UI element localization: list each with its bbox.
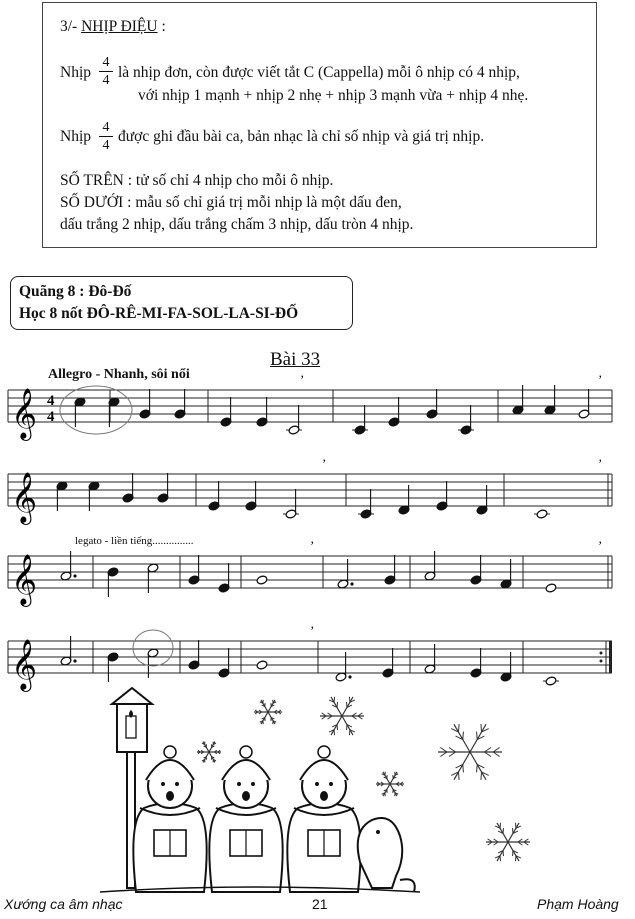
snowflake-icon (438, 724, 502, 780)
breath-mark: ’ (598, 372, 603, 387)
time-signature-bottom: 4 (47, 409, 55, 425)
caroler-middle-hat (222, 760, 270, 780)
caroler-right-pompom (318, 746, 330, 758)
caroler-middle-mouth (242, 791, 250, 801)
tempo-marking: Allegro - Nhanh, sôi nổi (48, 367, 190, 382)
lesson-title: Bài 33 (270, 349, 321, 370)
caroler-right-eye (315, 782, 319, 786)
breath-mark: ’ (310, 623, 315, 638)
caroler-left-hat (146, 760, 194, 780)
theory-line2: với nhịp 1 mạnh + nhịp 2 nhẹ + nhịp 3 mạnh vừa + nhịp 4 nhẹ. (138, 87, 529, 104)
footer-author: Phạm Hoàng (537, 896, 619, 912)
theory-line4: SỐ TRÊN : tử số chỉ 4 nhịp cho mỗi ô nhịp. (60, 172, 334, 189)
caroler-right-hat (300, 760, 348, 780)
theory-line1: là nhịp đơn, còn được viết tắt C (Cappella) mỗi ô nhịp có 4 nhịp, (118, 64, 520, 81)
caroler-left-eye (175, 782, 179, 786)
caroler-left-mouth (166, 791, 174, 801)
caroler-left-pompom (164, 746, 176, 758)
time-fraction-1: 4 4 (99, 55, 113, 88)
snowflake-icon (254, 700, 282, 724)
caroler-right-eye (329, 782, 333, 786)
time-fraction-2: 4 4 (99, 120, 113, 153)
footer-page-number: 21 (312, 896, 328, 912)
octave-line1: Quãng 8 : Đô-Đố (19, 283, 132, 300)
legato-marking: legato - liền tiếng............... (75, 535, 194, 547)
caroler-right-mouth (320, 791, 328, 801)
caroler-middle-eye (251, 782, 255, 786)
theory-line3-prefix: Nhịp (60, 128, 91, 145)
time-signature-top: 4 (47, 393, 55, 409)
dog-body (358, 818, 403, 888)
lamp-roof (112, 688, 152, 704)
snowflake-icon (486, 823, 530, 861)
theory-heading: 3/- NHỊP ĐIỆU : (60, 18, 166, 35)
treble-clef-icon: 𝄞 (11, 554, 38, 605)
snowflake-icon (197, 742, 221, 763)
theory-line6: dấu trắng 2 nhịp, dấu trắng chấm 3 nhịp, dấu tròn 4 nhịp. (60, 216, 414, 233)
caroler-middle-pompom (240, 746, 252, 758)
breath-mark: ’ (598, 538, 603, 553)
lamp-candle-icon (126, 716, 136, 738)
caroler-middle-eye (237, 782, 241, 786)
caroler-left-eye (161, 782, 165, 786)
dog-eye (376, 830, 380, 834)
theory-line1-prefix: Nhịp (60, 64, 91, 81)
dog-tail (400, 879, 415, 892)
breath-mark: ’ (300, 372, 305, 387)
snowflake-icon (320, 697, 364, 735)
breath-mark: ’ (310, 538, 315, 553)
theory-line3: được ghi đầu bài ca, bản nhạc là chỉ số nhịp và giá trị nhịp. (118, 128, 485, 145)
octave-line2: Học 8 nốt ĐÔ-RÊ-MI-FA-SOL-LA-SI-ĐỐ (19, 305, 299, 322)
treble-clef-icon: 𝄞 (11, 388, 38, 439)
snowflake-icon (376, 772, 404, 796)
breath-mark: ’ (322, 456, 327, 471)
breath-mark: ’ (598, 456, 603, 471)
treble-clef-icon: 𝄞 (11, 639, 38, 690)
footer-book-title: Xướng ca âm nhạc (4, 896, 123, 912)
treble-clef-icon: 𝄞 (11, 472, 38, 523)
theory-line5: SỐ DƯỚI : mẫu số chỉ giá trị mỗi nhịp là một dấu đen, (60, 194, 402, 211)
